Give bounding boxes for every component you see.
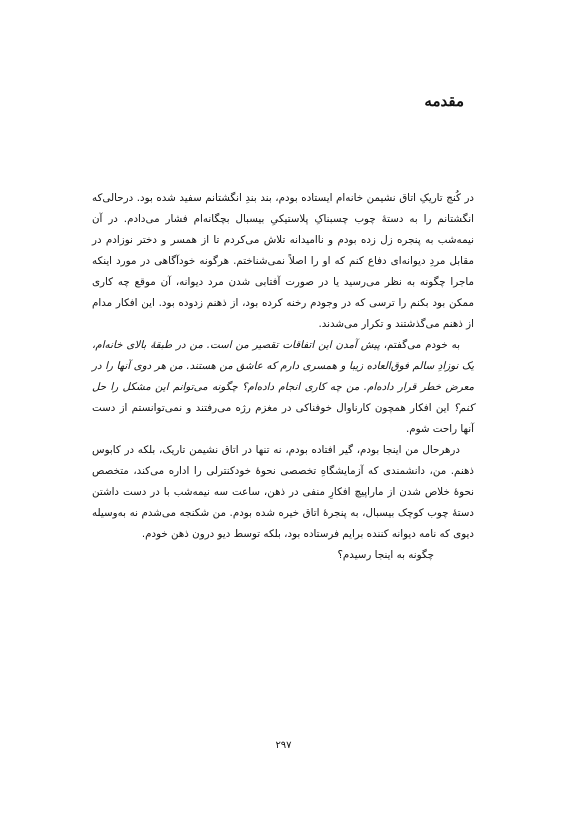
paragraph-2-lead: به خودم می‌گفتم، [383,339,460,351]
paragraph-3: درهرحال من اینجا بودم، گیر افتاده بودم، نه تنها در اتاق نشیمن تاریک، بلکه در کابوس ذهنم. من، دانشمندی که آزمایشگاهِ تخصصی نحوهٔ خودکنترلی را اداره می‌کند، متخصص نحوهٔ خلاص شدن از ماراپیچ افکارِ منفی در ذهن، ساعت سه نیمه‌شب با در دست داشتن دستهٔ چوب کوچک بیسبال، به پنجرهٔ اتاق خیره شده بودم. من شکنجه می‌شدم نه به‌وسیله دیوی که نامه دیوانه کننده برایم فرستاده بود، بلکه توسط دیو درون ذهن خودم. [92,444,474,540]
body-text [92,188,474,566]
page-number: ۲۹۷ [275,740,292,751]
chapter-heading: مقدمه [424,92,464,110]
paragraph-2-italic: پیش آمدن این اتفاقات تقصیر من است. من در طبقهٔ بالای خانه‌ام، یک نوزادِ سالم فوق‌العاده زیبا و همسری دارم که عاشق من هستند. من هر دوی آنها را در معرض خطر قرار داده‌ام. من چه کاری انجام داده‌ام؟ چگونه می‌توانم این مشکل را حل کنم؟ [92,339,474,414]
closing-question: چگونه به اینجا رسیدم؟ [337,549,434,561]
paragraph-2-tail: این افکار همچون کارناوال خوفناکی در مغزم رژه می‌رفتند و نمی‌توانستم از دست آنها راحت شوم. [92,402,474,435]
paragraph-2 [92,335,474,440]
paragraph-1: در کُنج تاریکِ اتاق نشیمن خانه‌ام ایستاده بودم، بند بندِ انگشتانم سفید شده بود. درحالی‌که انگشتانم را به دستهٔ چوب چسبناکِ پلاستیکیِ بیسبال بچگانه‌ام فشار می‌دادم. در آن نیمه‌شب به پنجره زل زده بودم و ناامیدانه تلاش می‌کردم تا از همسر و دختر نوزادم در مقابل مردِ دیوانه‌ای دفاع کنم که او را اصلاً نمی‌شناختم. هرگونه خودآگاهی در مورد اینکه ماجرا چگونه به نظر می‌رسید یا در صورت آفتابی شدن مرد دیوانه، آن موقع چه کاری ممکن بود بکنم را ترسی که در وجودم رخنه کرده بود، از ذهنم زدوده بود. این افکار مدام از ذهنم می‌گذشتند و تکرار می‌شدند. [92,192,474,330]
